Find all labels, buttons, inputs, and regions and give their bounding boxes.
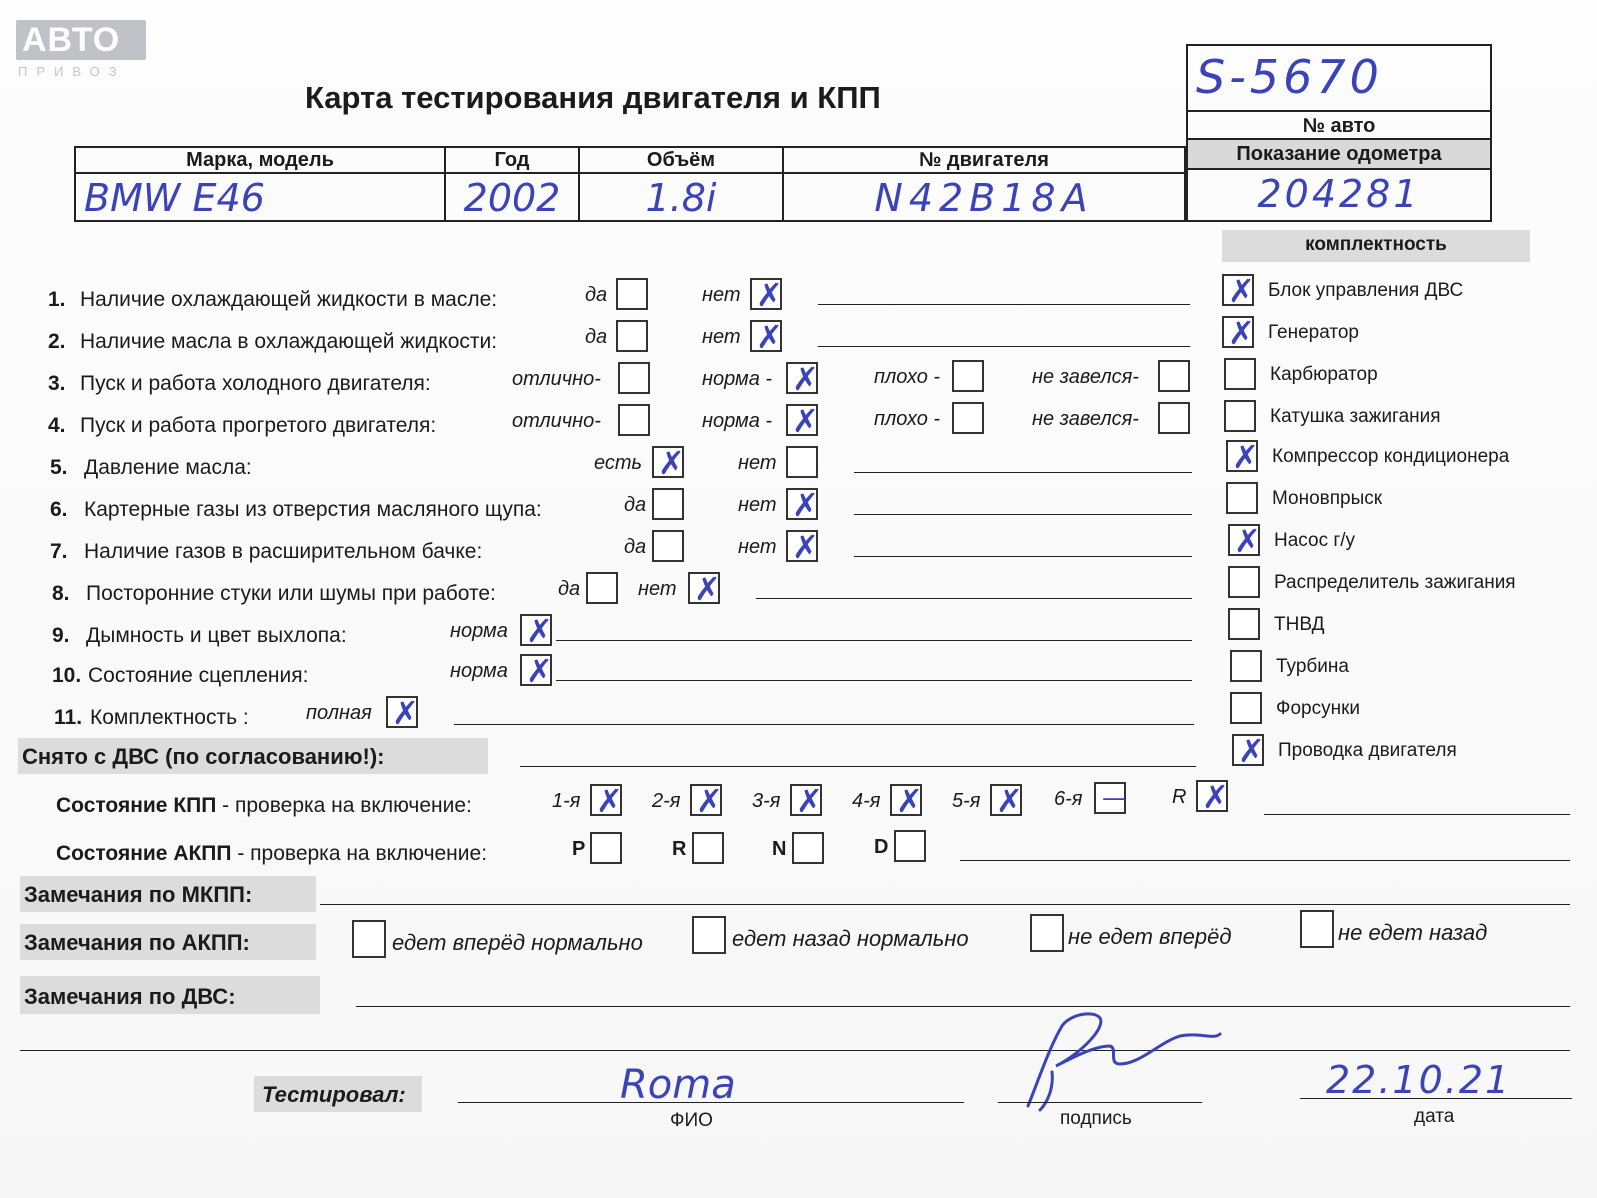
q5-number: 5. (50, 456, 68, 479)
akpp-mode-d-label: D (874, 836, 889, 858)
q6-opt-yes: да (624, 494, 647, 516)
kpp-gear-5-label: 5-я (952, 790, 981, 812)
akpp-note-line (960, 860, 1570, 861)
value-year: 2002 (446, 174, 580, 222)
q9-opt-normal: норма (450, 620, 508, 642)
q7-no-checkbox[interactable] (786, 530, 818, 562)
akpp-mode-r-checkbox[interactable] (692, 832, 724, 864)
completeness-checkbox-4[interactable] (1226, 440, 1258, 472)
completeness-checkbox-7[interactable] (1228, 566, 1260, 598)
q11-note-line (454, 724, 1194, 725)
q3-not-started-checkbox[interactable] (1158, 360, 1190, 392)
remarks-mkpp-label: Замечания по МКПП: (24, 882, 253, 907)
q5-note-line (854, 472, 1192, 473)
kpp-label: Состояние КПП - проверка на включение: (56, 794, 472, 817)
akpp-no-forward-label: не едет вперёд (1068, 924, 1232, 949)
auto-number-value: S-5670 (1196, 50, 1383, 104)
completeness-title: комплектность (1305, 234, 1447, 255)
tested-by-label: Тестировал: (262, 1082, 406, 1107)
page-title: Карта тестирования двигателя и КПП (305, 80, 881, 115)
value-model: BMW E46 (74, 174, 446, 222)
q9-note-line (556, 640, 1192, 641)
q5-text: Давление масла: (84, 456, 252, 479)
q10-text: Состояние сцепления: (88, 664, 309, 687)
remarks-dvs-line (356, 1006, 1570, 1007)
kpp-note-line (1264, 814, 1570, 815)
q1-number: 1. (48, 288, 66, 311)
q2-text: Наличие масла в охлаждающей жидкости: (80, 330, 498, 353)
q4-opt-excellent: отлично- (512, 410, 601, 432)
q8-text: Посторонние стуки или шумы при работе: (86, 582, 496, 605)
header-engine-number: № двигателя (784, 146, 1186, 174)
q3-text: Пуск и работа холодного двигателя: (80, 372, 431, 395)
kpp-gear-6-checkbox[interactable] (1094, 782, 1126, 814)
q4-number: 4. (48, 414, 66, 437)
q8-note-line (756, 598, 1192, 599)
q9-normal-checkbox[interactable] (520, 614, 552, 646)
header-model: Марка, модель (74, 146, 446, 174)
remarks-akpp-label: Замечания по АКПП: (24, 930, 250, 955)
q2-yes-checkbox[interactable] (616, 320, 648, 352)
akpp-mode-p-label: P (572, 838, 586, 860)
akpp-mode-p-checkbox[interactable] (590, 832, 622, 864)
odometer-value: 204281 (1186, 170, 1492, 222)
q4-bad-checkbox[interactable] (952, 402, 984, 434)
q7-number: 7. (50, 540, 68, 563)
signature-mark (1010, 1006, 1230, 1116)
akpp-mode-d-checkbox[interactable] (894, 830, 926, 862)
remarks-dvs-label: Замечания по ДВС: (24, 984, 236, 1009)
q3-opt-excellent: отлично- (512, 368, 601, 390)
completeness-checkbox-11[interactable] (1232, 734, 1264, 766)
q3-excellent-checkbox[interactable] (618, 362, 650, 394)
kpp-gear-4-checkbox[interactable] (890, 784, 922, 816)
akpp-mode-r-label: R (672, 838, 687, 860)
q4-opt-bad: плохо - (874, 408, 941, 430)
q10-number: 10. (52, 664, 82, 687)
completeness-checkbox-9[interactable] (1230, 650, 1262, 682)
q8-opt-no: нет (638, 578, 677, 600)
q8-no-checkbox[interactable] (688, 572, 720, 604)
completeness-checkbox-2[interactable] (1224, 358, 1256, 390)
kpp-gear-1-checkbox[interactable] (590, 784, 622, 816)
kpp-gear-5-checkbox[interactable] (990, 784, 1022, 816)
kpp-gear-r-checkbox[interactable] (1196, 780, 1228, 812)
date-caption: дата (1414, 1106, 1455, 1127)
q3-bad-checkbox[interactable] (952, 360, 984, 392)
removed-label: Снято с ДВС (по согласованию!): (22, 744, 385, 769)
kpp-gear-r-label: R (1172, 786, 1187, 808)
header-year: Год (446, 146, 580, 174)
q3-number: 3. (48, 372, 66, 395)
q2-no-checkbox[interactable] (750, 320, 782, 352)
completeness-label-6: Насос г/у (1274, 530, 1356, 551)
q2-opt-yes: да (585, 326, 608, 348)
q5-yes-checkbox[interactable] (652, 446, 684, 478)
q7-note-line (854, 556, 1192, 557)
completeness-label-0: Блок управления ДВС (1268, 280, 1464, 301)
removed-note-line (520, 766, 1196, 767)
q9-text: Дымность и цвет выхлопа: (86, 624, 347, 647)
kpp-gear-4-label: 4-я (852, 790, 881, 812)
q10-normal-checkbox[interactable] (520, 654, 552, 686)
q8-number: 8. (52, 582, 70, 605)
q6-no-checkbox[interactable] (786, 488, 818, 520)
q9-number: 9. (52, 624, 70, 647)
q5-opt-yes: есть (594, 452, 643, 474)
q11-opt-full: полная (306, 702, 372, 724)
kpp-gear-1-label: 1-я (552, 790, 581, 812)
q8-opt-yes: да (558, 578, 581, 600)
q4-text: Пуск и работа прогретого двигателя: (80, 414, 437, 437)
akpp-reverse-ok-label: едет назад нормально (732, 926, 969, 951)
date-line (1300, 1098, 1572, 1099)
completeness-label-1: Генератор (1268, 322, 1359, 343)
q5-opt-no: нет (738, 452, 777, 474)
completeness-checkbox-6[interactable] (1228, 524, 1260, 556)
q6-text: Картерные газы из отверстия масляного щупа: (84, 498, 542, 521)
completeness-label-5: Моновпрыск (1272, 488, 1383, 509)
value-engine-number: N42B18A (784, 174, 1186, 222)
remarks-mkpp-line (320, 904, 1570, 905)
value-volume: 1.8i (580, 174, 784, 222)
name-line (458, 1102, 964, 1103)
akpp-forward-ok-label: едет вперёд нормально (392, 930, 643, 955)
odometer-header: Показание одометра (1186, 140, 1492, 170)
q1-note-line (818, 304, 1190, 305)
kpp-gear-2-label: 2-я (652, 790, 681, 812)
akpp-forward-ok-checkbox[interactable] (352, 920, 386, 958)
completeness-checkbox-1[interactable] (1222, 316, 1254, 348)
q3-opt-not-started: не завелся- (1032, 366, 1139, 388)
q1-no-checkbox[interactable] (750, 278, 782, 310)
completeness-label-2: Карбюратор (1270, 364, 1378, 385)
kpp-gear-3-label: 3-я (752, 790, 781, 812)
signature-line (998, 1102, 1202, 1103)
q4-normal-checkbox[interactable] (786, 404, 818, 436)
q1-text: Наличие охлаждающей жидкости в масле: (80, 288, 498, 311)
q7-opt-yes: да (624, 536, 647, 558)
q1-yes-checkbox[interactable] (616, 278, 648, 310)
kpp-gear-2-checkbox[interactable] (690, 784, 722, 816)
q6-number: 6. (50, 498, 68, 521)
q11-full-checkbox[interactable] (386, 696, 418, 728)
completeness-checkbox-0[interactable] (1222, 274, 1254, 306)
completeness-checkbox-5[interactable] (1226, 482, 1258, 514)
q2-note-line (818, 346, 1190, 347)
kpp-gear-3-checkbox[interactable] (790, 784, 822, 816)
q1-opt-yes: да (585, 284, 608, 306)
q2-opt-no: нет (702, 326, 741, 348)
q11-text: Комплектность : (90, 706, 249, 729)
akpp-mode-n-checkbox[interactable] (792, 832, 824, 864)
completeness-checkbox-10[interactable] (1230, 692, 1262, 724)
remarks-dvs-line-2 (20, 1050, 1570, 1051)
completeness-checkbox-8[interactable] (1228, 608, 1260, 640)
q4-opt-normal: норма - (702, 410, 773, 432)
q11-number: 11. (54, 706, 83, 729)
q7-opt-no: нет (738, 536, 777, 558)
q6-opt-no: нет (738, 494, 777, 516)
name-caption: ФИО (670, 1110, 713, 1131)
q3-opt-bad: плохо - (874, 366, 941, 388)
q4-excellent-checkbox[interactable] (618, 404, 650, 436)
akpp-no-reverse-checkbox[interactable] (1300, 910, 1334, 948)
tester-name: Roma (620, 1062, 736, 1108)
signature-caption: подпись (1060, 1108, 1132, 1129)
q2-number: 2. (48, 330, 66, 353)
completeness-label-8: ТНВД (1274, 614, 1325, 635)
completeness-label-11: Проводка двигателя (1278, 740, 1457, 761)
q6-yes-checkbox[interactable] (652, 488, 684, 520)
kpp-gear-6-label: 6-я (1054, 788, 1083, 810)
akpp-no-reverse-label: не едет назад (1338, 920, 1488, 945)
completeness-label-3: Катушка зажигания (1270, 406, 1441, 427)
auto-number-label: № авто (1186, 110, 1492, 140)
q1-opt-no: нет (702, 284, 741, 306)
q7-yes-checkbox[interactable] (652, 530, 684, 562)
akpp-no-forward-checkbox[interactable] (1030, 914, 1064, 952)
akpp-label: Состояние АКПП - проверка на включение: (56, 842, 488, 865)
q6-note-line (854, 514, 1192, 515)
q10-note-line (556, 680, 1192, 681)
q3-opt-normal: норма - (702, 368, 773, 390)
logo: АВТО (16, 20, 146, 60)
q10-opt-normal: норма (450, 660, 508, 682)
completeness-label-4: Компрессор кондиционера (1272, 446, 1510, 467)
q5-no-checkbox[interactable] (786, 446, 818, 478)
q4-not-started-checkbox[interactable] (1158, 402, 1190, 434)
akpp-reverse-ok-checkbox[interactable] (692, 916, 726, 954)
q8-yes-checkbox[interactable] (586, 572, 618, 604)
q3-normal-checkbox[interactable] (786, 362, 818, 394)
completeness-label-7: Распределитель зажигания (1274, 572, 1516, 593)
q7-text: Наличие газов в расширительном бачке: (84, 540, 483, 563)
test-date: 22.10.21 (1326, 1058, 1512, 1102)
akpp-mode-n-label: N (772, 838, 787, 860)
header-volume: Объём (580, 146, 784, 174)
completeness-checkbox-3[interactable] (1224, 400, 1256, 432)
completeness-label-9: Турбина (1276, 656, 1349, 677)
q4-opt-not-started: не завелся- (1032, 408, 1139, 430)
completeness-label-10: Форсунки (1276, 698, 1360, 719)
logo-subtitle: ПРИВОЗ (18, 64, 126, 79)
